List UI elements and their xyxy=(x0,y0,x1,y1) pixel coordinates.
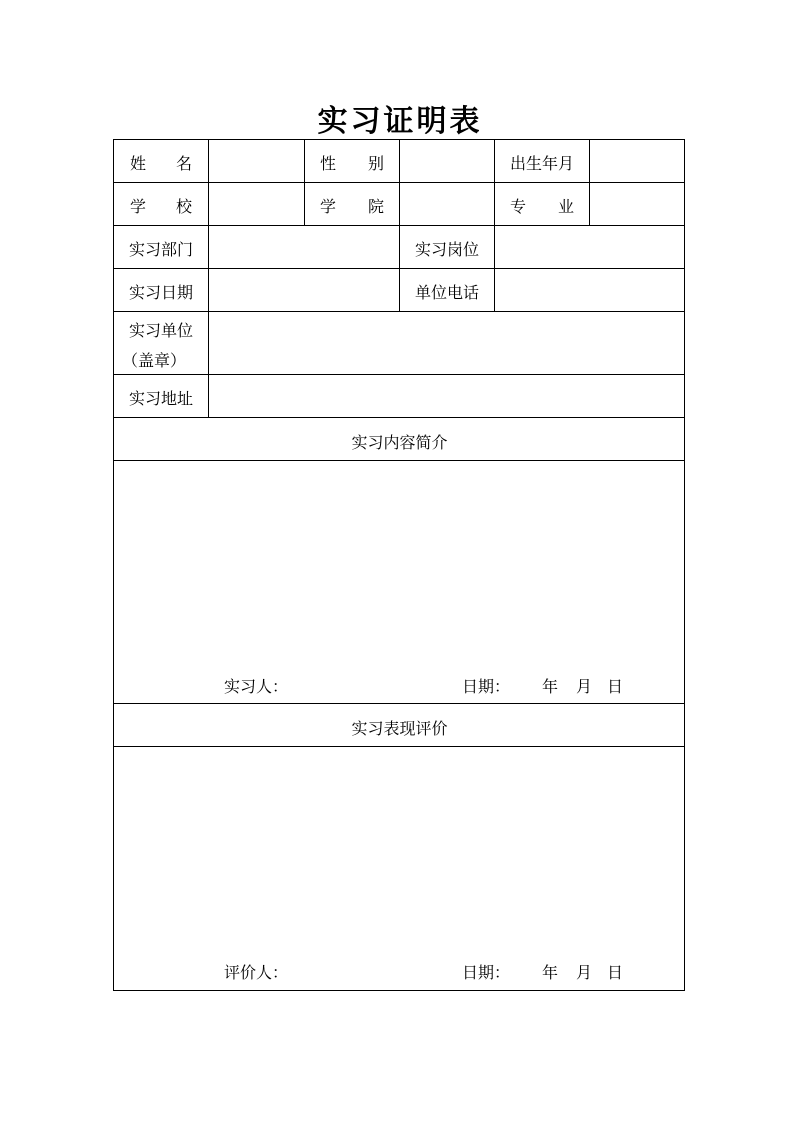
major-label xyxy=(510,194,574,217)
unit-phone-label: 单位电话 xyxy=(415,283,480,302)
intern-signer-label: 实习人： xyxy=(224,677,289,696)
gender-label xyxy=(320,151,384,174)
content-day-label: 日 xyxy=(607,677,624,696)
gender-label-char: 性 xyxy=(320,154,337,173)
unit-phone-field[interactable] xyxy=(495,269,684,311)
form-title: 实习证明表 xyxy=(317,104,483,139)
college-label xyxy=(320,194,384,217)
evaluation-year-label: 年 xyxy=(542,963,559,982)
address-field[interactable] xyxy=(209,375,684,417)
evaluation-day-label: 日 xyxy=(607,963,624,982)
school-label-char: 校 xyxy=(175,197,192,216)
internship-date-label: 实习日期 xyxy=(129,283,194,302)
department-field[interactable] xyxy=(209,226,399,268)
school-field[interactable] xyxy=(209,183,304,225)
content-section-header: 实习内容简介 xyxy=(351,433,448,452)
major-label-char: 专 xyxy=(510,197,527,216)
row-divider xyxy=(113,703,685,704)
column-divider xyxy=(399,225,400,311)
college-field[interactable] xyxy=(400,183,494,225)
unit-label: 实习单位 xyxy=(129,321,194,340)
department-label: 实习部门 xyxy=(129,240,194,259)
college-label-char: 院 xyxy=(367,197,384,216)
school-label xyxy=(130,194,192,217)
evaluation-date-label: 日期： xyxy=(462,963,511,982)
evaluation-section-header: 实习表现评价 xyxy=(351,719,448,738)
evaluation-text-area[interactable] xyxy=(114,747,684,952)
birth-date-label: 出生年月 xyxy=(510,154,575,173)
content-month-label: 月 xyxy=(576,677,593,696)
major-field[interactable] xyxy=(590,183,684,225)
gender-field[interactable] xyxy=(400,140,494,182)
address-label: 实习地址 xyxy=(129,389,194,408)
school-label-char: 学 xyxy=(130,197,147,216)
table-border-right xyxy=(684,139,685,991)
position-label: 实习岗位 xyxy=(415,240,480,259)
college-label-char: 学 xyxy=(320,197,337,216)
evaluation-month-label: 月 xyxy=(576,963,593,982)
column-divider xyxy=(304,139,305,225)
gender-label-char: 别 xyxy=(367,154,384,173)
name-label-char: 名 xyxy=(175,154,192,173)
evaluator-signer-label: 评价人： xyxy=(224,963,289,982)
content-year-label: 年 xyxy=(542,677,559,696)
name-label xyxy=(130,151,192,174)
unit-field[interactable] xyxy=(209,312,684,374)
major-label-char: 业 xyxy=(557,197,574,216)
internship-date-field[interactable] xyxy=(209,269,399,311)
position-field[interactable] xyxy=(495,226,684,268)
name-field[interactable] xyxy=(209,140,304,182)
birth-date-field[interactable] xyxy=(590,140,684,182)
content-date-label: 日期： xyxy=(462,677,511,696)
table-border-bottom xyxy=(113,990,685,991)
content-text-area[interactable] xyxy=(114,461,684,666)
name-label-char: 姓 xyxy=(130,154,147,173)
seal-label: （盖章） xyxy=(122,351,187,370)
row-divider xyxy=(113,417,685,418)
